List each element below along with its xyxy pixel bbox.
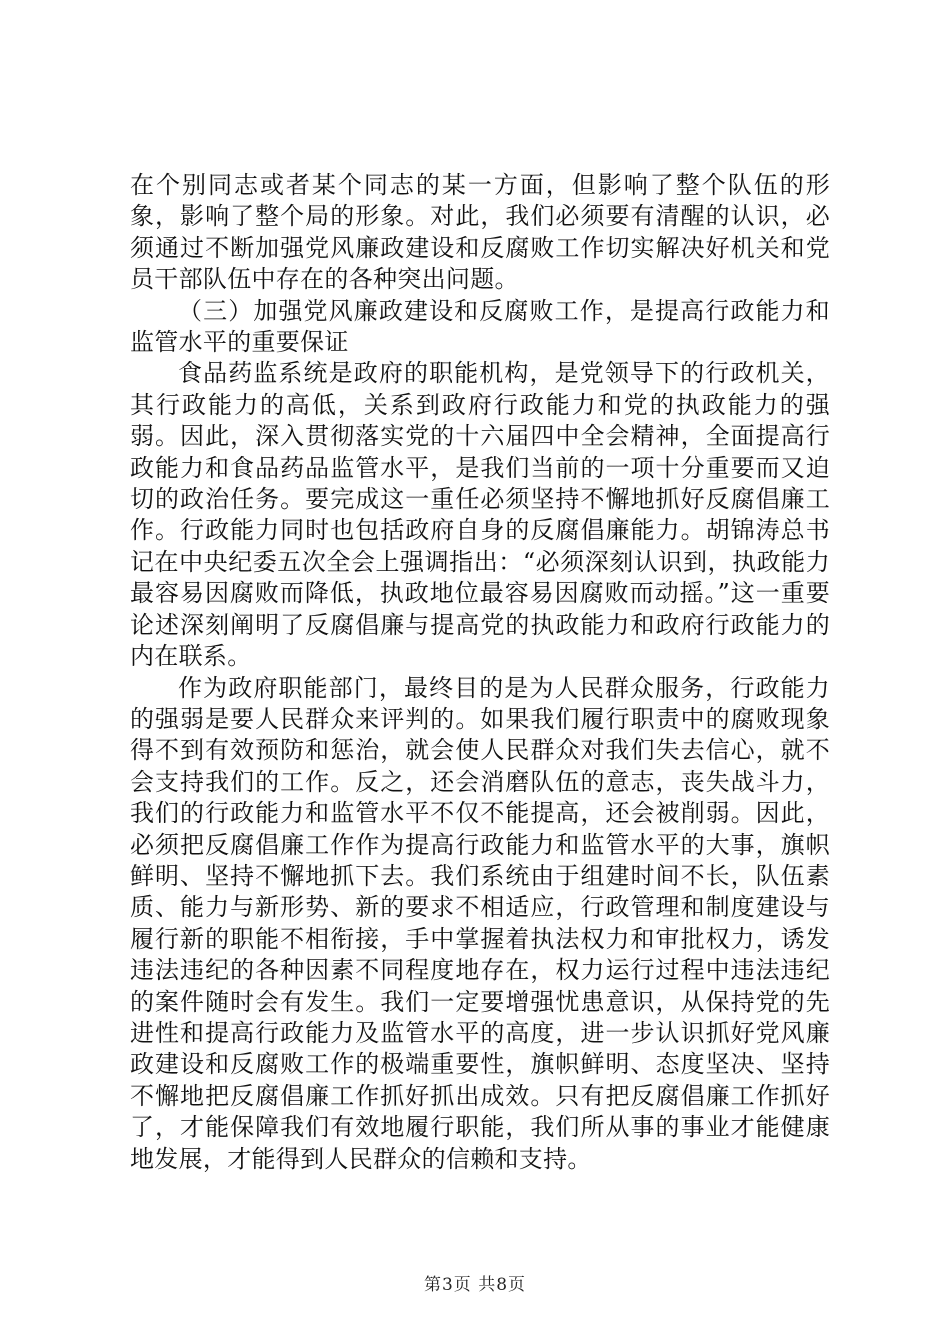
page-number-footer: 第3页 共8页 (423, 1275, 527, 1295)
paragraph: 作为政府职能部门，最终目的是为人民群众服务，行政能力的强弱是要人民群众来评判的。如果我们履行职责中的腐败现象得不到有效预防和惩治，就会使人民群众对我们失去信心，就不会支持我们的工作。反之，还会消磨队伍的意志，丧失战斗力，我们的行政能力和监管水平不仅不能提高，还会被削弱。因此，必须把反腐倡廉工作作为提高行政能力和监管水平的大事，旗帜鲜明、坚持不懈地抓下去。我们系统由于组建时间不长，队伍素质、能力与新形势、新的要求不相适应，行政管理和制度建设与履行新的职能不相衔接，手中掌握着执法权力和审批权力，诱发违法违纪的各种因素不同程度地存在，权力运行过程中违法违纪的案件随时会有发生。我们一定要增强忧患意识，从保持党的先进性和提高行政能力及监管水平的高度，进一步认识抓好党风廉政建设和反腐败工作的极端重要性，旗帜鲜明、态度坚决、坚持不懈地把反腐倡廉工作抓好抓出成效。只有把反腐倡廉工作抓好了，才能保障我们有效地履行职能，我们所从事的事业才能健康地发展，才能得到人民群众的信赖和支持。 (130, 673, 830, 1173)
paragraph: 食品药监系统是政府的职能机构，是党领导下的行政机关，其行政能力的高低，关系到政府行政能力和党的执政能力的强弱。因此，深入贯彻落实党的十六届四中全会精神，全面提高行政能力和食品药品监管水平，是我们当前的一项十分重要而又迫切的政治任务。要完成这一重任必须坚持不懈地抓好反腐倡廉工作。行政能力同时也包括政府自身的反腐倡廉能力。胡锦涛总书记在中央纪委五次全会上强调指出：“必须深刻认识到，执政能力最容易因腐败而降低，执政地位最容易因腐败而动摇。”这一重要论述深刻阐明了反腐倡廉与提高党的执政能力和政府行政能力的内在联系。 (130, 359, 830, 671)
paragraph-continuation: 在个别同志或者某个同志的某一方面，但影响了整个队伍的形象，影响了整个局的形象。对此，我们必须要有清醒的认识，必须通过不断加强党风廉政建设和反腐败工作切实解决好机关和党员干部队伍中存在的各种突出问题。 (130, 171, 830, 294)
section-heading: （三）加强党风廉政建设和反腐败工作，是提高行政能力和监管水平的重要保证 (130, 296, 830, 357)
document-body (130, 170, 830, 1175)
